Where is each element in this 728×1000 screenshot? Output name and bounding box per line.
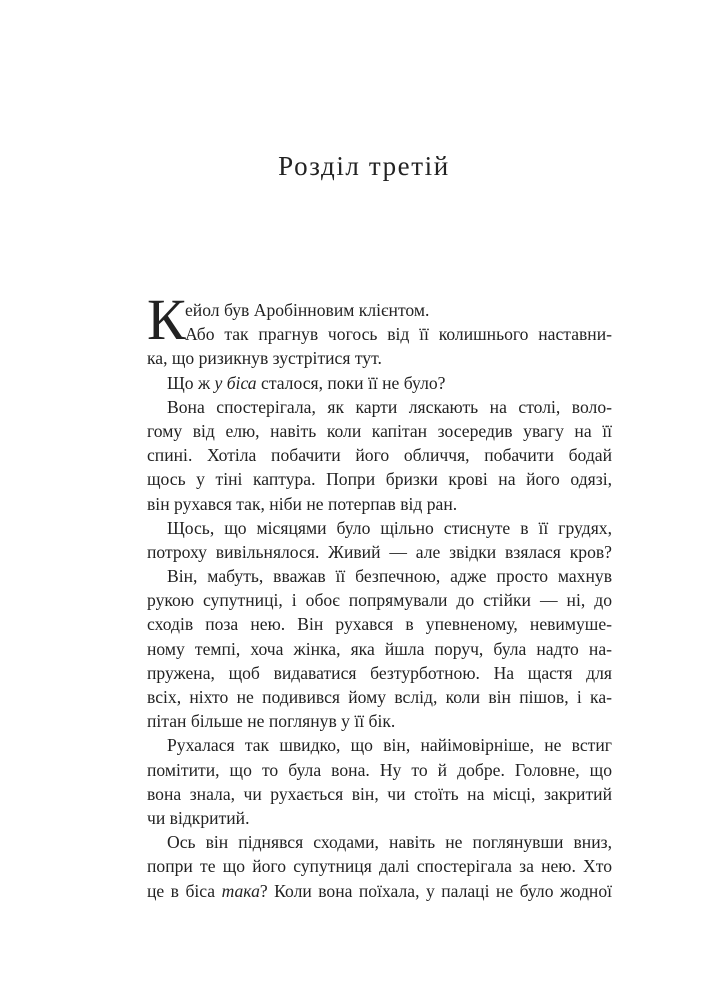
body-text [147, 298, 612, 903]
text-line: рукою супутниці, і обоє попрямували до стійки — ні, до [147, 590, 612, 611]
text-line [147, 516, 612, 540]
text-line: Або так прагнув чогось від її колишнього наставни- [185, 324, 612, 345]
text-line: сходів поза нею. Він рухався в упевненому, невимуше- [147, 614, 612, 635]
text-line: чи відкритий. [147, 807, 250, 828]
text-line: він рухався так, ніби не потерпав від ран. [147, 493, 458, 514]
text-line: гому від елю, навіть коли капітан зосередив увагу на її [147, 420, 612, 441]
text-span: Він, мабуть, вважав її безпечною, адже просто махнув [167, 566, 612, 587]
italic-text: у біса [214, 372, 257, 393]
chapter-title: Розділ третій [278, 151, 450, 181]
text-line: помітити, що то була вона. Ну то й добре. Головне, що [147, 759, 612, 780]
text-line [147, 371, 612, 395]
text-span: Вона спостерігала, як карти ляскають на столі, воло- [167, 396, 612, 417]
text-line: попри те що його супутниця далі спостерігала за нею. Хто [147, 856, 612, 877]
text-span: це в біса [147, 880, 222, 901]
text-line: ка, що ризикнув зустрітися тут. [147, 348, 382, 369]
text-line: потроху вивільнялося. Живий — але звідки взялася кров? [147, 541, 612, 562]
text-line: вона знала, чи рухається він, чи стоїть на місці, закритий [147, 783, 612, 804]
text-line: щось у тіні каптура. Попри бризки крові на його одязі, [147, 469, 612, 490]
text-span: Ось він піднявся сходами, навіть не поглянувши вниз, [167, 832, 612, 853]
drop-cap: К [147, 287, 186, 352]
text-span: Щось, що місяцями було щільно стиснуте в її грудях, [167, 517, 612, 538]
text-line [147, 733, 612, 757]
text-span: ? Коли вона поїхала, у палаці не було жодної [259, 880, 613, 901]
text-line: пітан більше не поглянув у її бік. [147, 711, 396, 732]
text-line: спині. Хотіла побачити його обличчя, побачити бодай [147, 445, 612, 466]
text-line: ейол був Аробінновим клієнтом. [185, 300, 430, 320]
text-span: Що ж [167, 372, 215, 393]
text-line: ному темпі, хоча жінка, яка йшла поруч, була надто на- [147, 638, 612, 659]
text-line [147, 830, 612, 854]
italic-text: така [221, 880, 260, 901]
text-line [147, 395, 612, 419]
text-line: всіх, ніхто не подивився йому вслід, коли він пішов, і ка- [147, 687, 612, 707]
text-line [147, 564, 612, 588]
text-line [147, 879, 612, 903]
text-span: Рухалася так швидко, що він, найімовірніше, не встиг [167, 735, 612, 756]
text-line: пружена, щоб видаватися безтурботною. На щастя для [147, 662, 612, 683]
text-span: сталося, поки її не було? [256, 372, 446, 393]
